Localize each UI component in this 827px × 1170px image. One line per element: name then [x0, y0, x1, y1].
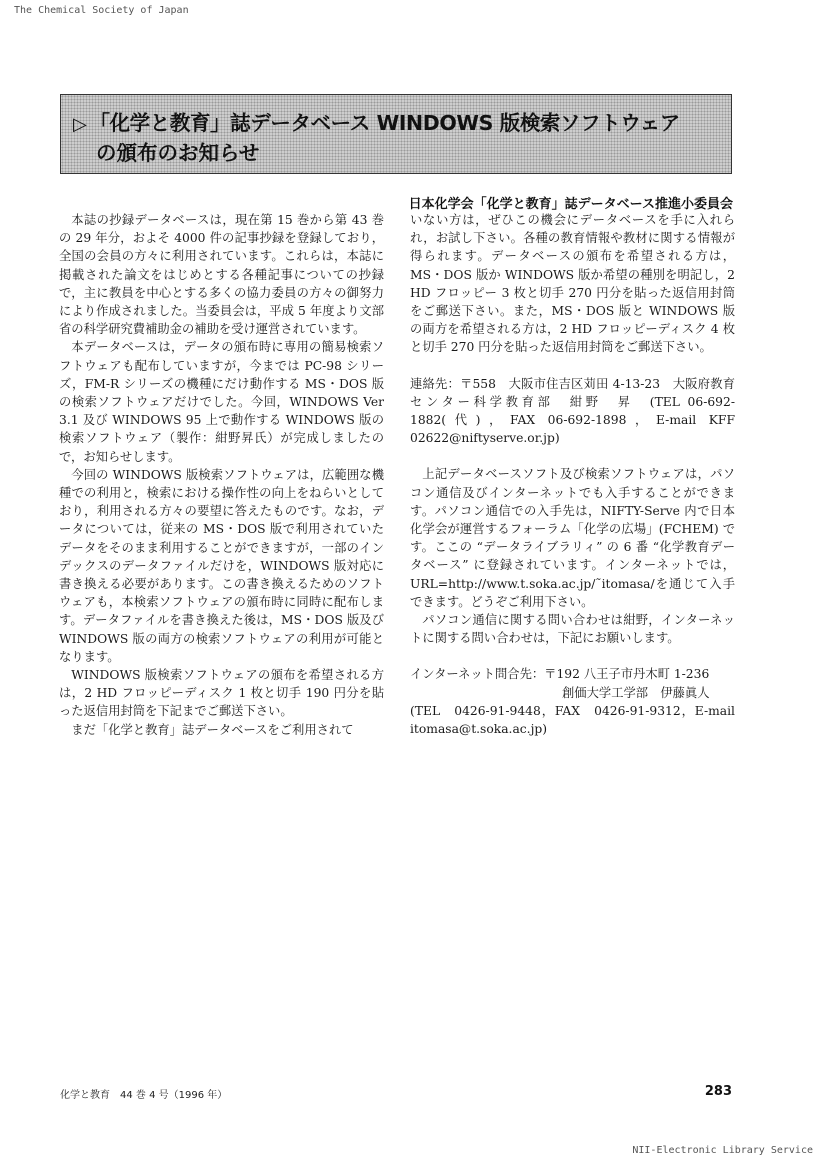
source-banner: The Chemical Society of Japan: [14, 5, 189, 16]
left-column: [59, 211, 384, 739]
paragraph: 上記データベースソフト及び検索ソフトウェアは，パソコン通信及びインターネットでも入手することができます。パソコン通信での入手先は，NIFTY-Serve 内で日本化学会が運営するフォーラム「化学の広場」(FCHEM) です。ここの “データライブラリィ” の 6 番 “化学教育データベース” に登録されています。インターネットでは，URL=http://www.t.soka.ac.jp/˜itomasa/を通じて入手できます。どうぞご利用下さい。: [410, 467, 735, 609]
contact-konno: 連絡先：〒558 大阪市住吉区苅田 4-13-23 大阪府教育センター科学教育部 紺野 昇 (TEL 06-692-1882(代)，FAX 06-692-1898，E-mail KFF 02622@niftyserve.or.jp): [410, 376, 735, 446]
library-banner: NII-Electronic Library Service: [632, 1145, 813, 1156]
contact-ito-line-1: インターネット問合先：〒192 八王子市丹木町 1-236: [410, 667, 710, 682]
title-line-2: の頒布のお知らせ: [96, 141, 260, 165]
paragraph: WINDOWS 版検索ソフトウェアの頒布を希望される方は，2 HD フロッピーディスク 1 枚と切手 190 円分を貼った返信用封筒を下記までご郵送下さい。: [59, 668, 384, 719]
paragraph: 本誌の抄録データベースは，現在第 15 巻から第 43 巻の 29 年分，およそ 4000 件の記事抄録を登録しており，全国の会員の方々に利用されています。これらは，本誌に掲載された論文をはじめとする各種記事についての抄録で，主に教員を中心とする多くの協力委員の方々の御努力により作成されました。当委員会は，平成 5 年度より文部省の科学研究費補助金の補助を受け運営されています。: [59, 213, 384, 337]
title-box: [60, 94, 732, 174]
committee-byline: 日本化学会「化学と教育」誌データベース推進小委員会: [408, 197, 733, 212]
paragraph: まだ「化学と教育」誌データベースをご利用されて: [71, 722, 354, 737]
paragraph: いない方は，ぜひこの機会にデータベースを手に入れられ，お試し下さい。各種の教育情報や教材に関する情報が得られます。データベースの頒布を希望される方は，MS・DOS 版か WINDOWS 版か希望の種別を明記し，2 HD フロッピー 3 枚と切手 270 円分を貼った返信用封筒をご郵送下さい。また，MS・DOS 版と WINDOWS 版の両方を希望される方は，2 HD フロッピーディスク 4 枚と切手 270 円分を貼った返信用封筒をご郵送下さい。: [410, 213, 735, 355]
title-line-1: [73, 106, 680, 136]
journal-citation: 化学と教育 44 巻 4 号（1996 年）: [60, 1090, 228, 1101]
paragraph: 本データベースは，データの頒布時に専用の簡易検索ソフトウェアも配布していますが，今までは PC-98 シリーズ，FM-R シリーズの機種にだけ動作する MS・DOS 版の検索ソフトウェアだけでした。今回，WINDOWS Ver 3.1 及び WINDOWS 95 上で動作する WINDOWS 版の検索ソフトウェア（製作：紺野昇氏）が完成しましたので，お知らせします。: [59, 340, 384, 464]
triangle-marker-icon: ▷: [73, 114, 87, 135]
page-number: 283: [704, 1084, 732, 1099]
paragraph: パソコン通信に関する問い合わせは紺野，インターネットに関する問い合わせは，下記にお願いします。: [410, 613, 735, 646]
right-column: [410, 211, 735, 738]
contact-ito-line-3: (TEL 0426-91-9448，FAX 0426-91-9312，E-mail itomasa@t.soka.ac.jp): [410, 703, 735, 737]
contact-ito-line-2: 創価大学工学部 伊藤眞人: [562, 685, 710, 700]
paragraph: 今回の WINDOWS 版検索ソフトウェアは，広範囲な機種での利用と，検索における操作性の向上をねらいとしており，利用される方々の要望に答えたものです。なお，データについては，従来の MS・DOS 版で利用されていたデータをそのまま利用することができますが，一部のインデックスのデータファイルだけを，WINDOWS 版対応に書き換える必要があります。この書き換えるためのソフトウェアも，本検索ソフトウェアの頒布時に同時に配布します。データファイルを書き換えた後は，MS・DOS 版及び WINDOWS 版の両方の検索ソフトウェアの利用が可能となります。: [59, 467, 384, 664]
title-text-1: 「化学と教育」誌データベース WINDOWS 版検索ソフトウェア: [89, 111, 680, 135]
